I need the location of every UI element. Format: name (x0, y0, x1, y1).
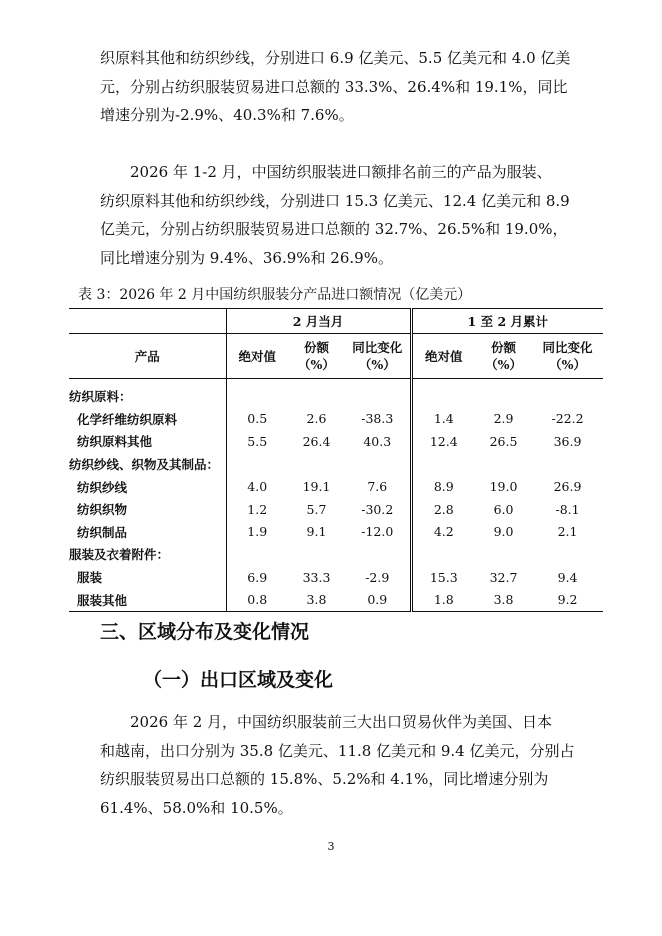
month-share-cell: 26.4 (302, 433, 331, 449)
cumulative-yoy-cell: 9.4 (557, 569, 578, 585)
month-absolute-cell (226, 379, 288, 408)
month-yoy-cell: -2.9 (365, 569, 390, 585)
cumulative-absolute-cell: 4.2 (411, 521, 475, 544)
header-group-cumulative: 1 至 2 月累计 (411, 309, 603, 334)
table-category-row (69, 453, 603, 476)
product-name: 纺织制品 (77, 524, 128, 540)
month-absolute-cell: 1.9 (226, 521, 288, 544)
paragraph-import-products (100, 44, 570, 130)
header-yoy-label: 同比变化 (352, 340, 403, 355)
header-yoy-label: 同比变化 (542, 340, 593, 355)
cumulative-share-cell: 9.0 (493, 524, 514, 540)
month-share-cell: 2.6 (306, 411, 327, 427)
subsection-heading: （一）出口区域及变化 (143, 669, 334, 691)
month-share-cell (288, 379, 345, 408)
text-line: 纺织服装贸易出口总额的 15.8%、5.2%和 4.1%，同比增速分别为 (100, 770, 549, 788)
header-share (288, 334, 345, 379)
month-yoy-cell: -38.3 (361, 411, 394, 427)
month-share-cell (288, 543, 345, 566)
text-line: 和越南，出口分别为 35.8 亿美元、11.8 亿美元和 9.4 亿美元，分别占 (100, 741, 575, 760)
month-share-cell: 19.1 (302, 479, 331, 495)
month-yoy-cell (345, 543, 411, 566)
month-absolute-cell: 5.5 (226, 430, 288, 453)
table-column-header (69, 334, 603, 379)
cumulative-absolute-cell (411, 379, 475, 408)
category-label: 纺织原料： (69, 389, 132, 405)
cumulative-yoy-cell: 36.9 (553, 433, 582, 449)
cumulative-absolute-cell: 15.3 (411, 566, 475, 589)
month-yoy-cell: -12.0 (361, 524, 394, 540)
cumulative-share-cell: 2.9 (493, 411, 514, 427)
table-row (69, 588, 603, 611)
header-absolute: 绝对值 (411, 334, 475, 379)
table-row (69, 498, 603, 521)
cumulative-share-cell: 26.5 (489, 433, 518, 449)
cumulative-yoy-cell (532, 543, 603, 566)
text-line: 2026 年 1-2 月，中国纺织服装进口额排名前三的产品为服装、 (130, 163, 552, 181)
header-blank (69, 309, 226, 334)
table-caption: 表 3：2026 年 2 月中国纺织服装分产品进口额情况（亿美元） (78, 287, 472, 303)
header-share-unit: （%） (298, 357, 335, 372)
cumulative-yoy-cell (532, 453, 603, 476)
text-line: 元，分别占纺织服装贸易进口总额的 33.3%、26.4%和 19.1%，同比 (100, 77, 568, 96)
month-absolute-cell: 0.8 (226, 588, 288, 611)
product-name: 服装其他 (69, 588, 226, 611)
header-yoy-unit: （%） (549, 357, 586, 372)
cumulative-share-cell: 6.0 (493, 501, 514, 517)
header-share-label: 份额 (491, 340, 517, 355)
cumulative-share-cell: 32.7 (489, 569, 518, 585)
table-row (69, 566, 603, 589)
product-name: 服装 (77, 570, 103, 586)
table-row (69, 408, 603, 431)
cumulative-absolute-cell: 1.8 (411, 588, 475, 611)
month-yoy-cell (345, 453, 411, 476)
month-absolute-cell (226, 453, 288, 476)
month-absolute-cell: 4.0 (226, 475, 288, 498)
text-line: 同比增速分别为 9.4%、36.9%和 26.9%。 (100, 248, 393, 267)
cumulative-share-cell: 19.0 (489, 479, 518, 495)
paragraph-export-partners (100, 708, 575, 822)
cumulative-yoy-cell (532, 379, 603, 408)
month-yoy-cell: 7.6 (367, 479, 388, 495)
cumulative-absolute-cell: 8.9 (411, 475, 475, 498)
product-name: 化学纤维纺织原料 (77, 411, 178, 427)
header-share-unit: （%） (485, 357, 522, 372)
cumulative-share-cell (475, 543, 532, 566)
product-name: 纺织纱线 (77, 479, 128, 495)
text-line: 纺织原料其他和纺织纱线，分别进口 15.3 亿美元、12.4 亿美元和 8.9 (100, 191, 570, 210)
month-share-cell: 5.7 (306, 501, 327, 517)
import-by-product-table (69, 308, 603, 612)
table-row (69, 521, 603, 544)
cumulative-share-cell: 3.8 (475, 588, 532, 611)
cumulative-absolute-cell: 1.4 (411, 408, 475, 431)
cumulative-absolute-cell: 2.8 (411, 498, 475, 521)
month-share-cell: 9.1 (306, 524, 327, 540)
header-share-label: 份额 (303, 340, 329, 355)
text-line: 61.4%、58.0%和 10.5%。 (100, 798, 293, 817)
month-yoy-cell: 40.3 (363, 433, 392, 449)
table-group-header (69, 309, 603, 334)
month-share-cell: 3.8 (288, 588, 345, 611)
product-name: 纺织原料其他 (77, 434, 153, 450)
cumulative-absolute-cell (411, 453, 475, 476)
table-row (69, 475, 603, 498)
header-product: 产品 (69, 334, 226, 379)
text-line: 增速分别为-2.9%、40.3%和 7.6%。 (100, 106, 354, 124)
header-yoy-unit: （%） (358, 357, 396, 372)
header-absolute: 绝对值 (226, 334, 288, 379)
header-group-month: 2 月当月 (226, 309, 411, 334)
table-category-row (69, 543, 603, 566)
cumulative-absolute-cell (411, 543, 475, 566)
page-number: 3 (327, 840, 335, 853)
month-share-cell (288, 453, 345, 476)
month-absolute-cell: 1.2 (226, 498, 288, 521)
header-yoy (345, 334, 411, 379)
product-name: 纺织织物 (77, 502, 128, 518)
month-share-cell: 33.3 (302, 569, 331, 585)
cumulative-absolute-cell: 12.4 (411, 430, 475, 453)
cumulative-yoy-cell: 9.2 (532, 588, 603, 611)
header-yoy (532, 334, 603, 379)
text-line: 亿美元，分别占纺织服装贸易进口总额的 32.7%、26.5%和 19.0%， (100, 220, 568, 238)
section-heading: 三、区域分布及变化情况 (100, 621, 310, 643)
month-yoy-cell (345, 379, 411, 408)
text-line: 织原料其他和纺织纱线，分别进口 6.9 亿美元、5.5 亿美元和 4.0 亿美 (100, 49, 571, 67)
header-share (475, 334, 532, 379)
month-yoy-cell: -30.2 (361, 501, 394, 517)
table-category-row (69, 379, 603, 408)
cumulative-share-cell (475, 453, 532, 476)
category-label: 服装及衣着附件： (69, 547, 170, 563)
table-row (69, 430, 603, 453)
text-line: 2026 年 2 月，中国纺织服装前三大出口贸易伙伴为美国、日本 (130, 713, 553, 731)
cumulative-yoy-cell: 2.1 (557, 524, 578, 540)
month-absolute-cell: 0.5 (226, 408, 288, 431)
month-absolute-cell (226, 543, 288, 566)
cumulative-yoy-cell: -8.1 (555, 501, 580, 517)
category-label: 纺织纱线、织物及其制品： (69, 457, 220, 473)
cumulative-yoy-cell: -22.2 (551, 411, 584, 427)
cumulative-yoy-cell: 26.9 (553, 479, 582, 495)
month-yoy-cell: 0.9 (345, 588, 411, 611)
cumulative-share-cell (475, 379, 532, 408)
month-absolute-cell: 6.9 (226, 566, 288, 589)
paragraph-jan-feb-imports (100, 158, 570, 272)
table-body (69, 379, 603, 612)
